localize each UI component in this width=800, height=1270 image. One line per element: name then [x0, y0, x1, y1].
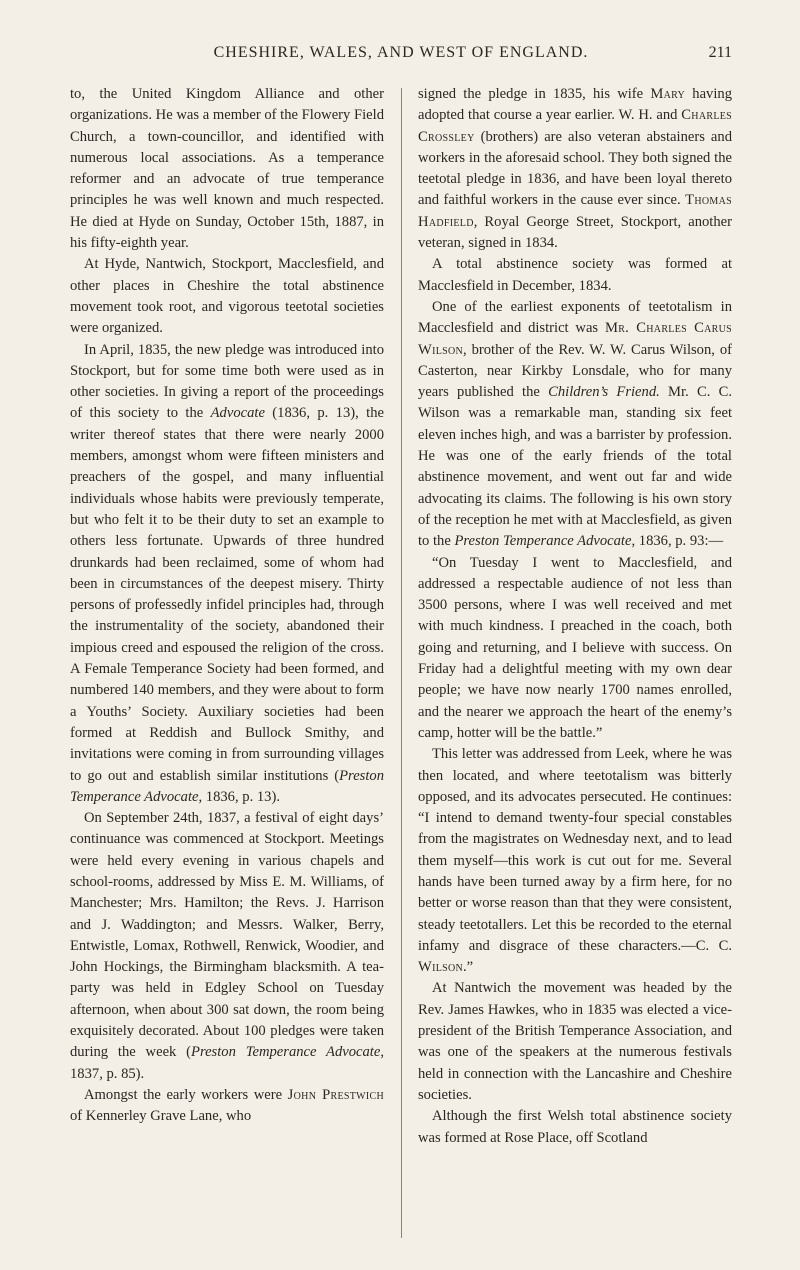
text-columns — [70, 84, 732, 1244]
paragraph: At Nantwich the movement was headed by the Rev. James Hawkes, who in 1835 was elected a vice-president of the British Temperance Association, and was one of the speakers at the numerous festivals held in connection with the Lancashire and Cheshire societies. — [418, 980, 732, 1103]
paragraph: Amongst the early workers were John Prestwich of Kennerley Grave Lane, who — [70, 1086, 384, 1125]
column-divider — [401, 88, 402, 1238]
paragraph: “On Tuesday I went to Macclesfield, and addressed a respectable audience of not less than 3500 persons, where I was well received and met with much kindness. I preached in the coach, both going and returning, and I believe with success. On Friday had a delightful meeting with my own dear people; we have now nearly 1700 names enrolled, and the nearer we approach the heart of the enemy’s camp, hotter will be the battle.” — [418, 554, 732, 741]
paragraph: This letter was addressed from Leek, where he was then located, and where teetotalism was bitterly opposed, and its advocates persecuted. He continues: “I intend to demand twenty-four special constables from the magistrates on Wednesday next, and to lead them myself—this work is cut out for me. Several hands have been turned away by a firm here, for no better or worse reason than that they were consistent, steady teetotallers. Let this be recorded to the eternal infamy and disgrace of these characters.—C. C. Wilson.” — [418, 746, 732, 976]
page-number: 211 — [708, 44, 732, 61]
paragraph: to, the United Kingdom Alliance and other organizations. He was a member of the Flowery Field Church, a town-councillor, and identified with numerous local associations. As a temperance reformer and an advocate of true temperance principles he was well known and much respected. He died at Hyde on Sunday, October 15th, 1887, in his fifty-eighth year. — [70, 86, 384, 252]
running-title: CHESHIRE, WALES, AND WEST OF ENGLAND. — [213, 44, 589, 61]
paragraph: In April, 1835, the new pledge was introduced into Stockport, but for some time both were used as in other societies. In giving a report of the proceedings of this society to the Advocate (1836, p. 13), the writer thereof states that there were nearly 2000 members, amongst whom were fifteen ministers and preachers of the gospel, and many influential individuals whose habits were previously temperate, but who felt it to be their duty to set an example to others less fortunate. Upwards of three hundred drunkards had been reclaimed, some of whom had been in circumstances of the deepest misery. Thirty persons of professedly infidel principles had, through the instrumentality of the society, abandoned their impious creed and espoused the religion of the cross. A Female Temperance Society had been formed, and numbered 140 members, and they were about to form a Youths’ Society. Auxiliary societies had been formed at Reddish and Bullock Smithy, and invitations were coming in from surrounding villages to go out and establish similar institutions (Preston Temperance Advocate, 1836, p. 13). — [70, 341, 384, 805]
paragraph: Although the first Welsh total abstinence society was formed at Rose Place, off Scotland — [418, 1108, 732, 1146]
paragraph: signed the pledge in 1835, his wife Mary having adopted that course a year earlier. W. H. and Charles Crossley (brothers) are also veteran abstainers and workers in the aforesaid school. They both signed the teetotal pledge in 1836, and have been loyal thereto and faithful workers in the cause ever since. Thomas Hadfield, Royal George Street, Stockport, another veteran, signed in 1834. — [418, 86, 732, 252]
paragraph: One of the earliest exponents of teetotalism in Macclesfield and district was Mr. Charles Carus Wilson, brother of the Rev. W. W. Carus Wilson, of Casterton, near Kirkby Lonsdale, who for many years published the Children’s Friend. Mr. C. C. Wilson was a remarkable man, standing six feet eleven inches high, and was a barrister by profession. He was one of the early friends of the total abstinence movement, and went out far and wide advocating its claims. The following is his own story of the reception he met with at Macclesfield, as given to the Preston Temperance Advocate, 1836, p. 93:— — [418, 298, 732, 550]
paragraph: A total abstinence society was formed at Macclesfield in December, 1834. — [418, 256, 732, 294]
paragraph: On September 24th, 1837, a festival of eight days’ continuance was commenced at Stockport. Meetings were held every evening in various chapels and school-rooms, addressed by Miss E. M. Williams, of Manchester; Mrs. Hamilton; the Revs. J. Harrison and J. Waddington; and Messrs. Walker, Berry, Entwistle, Lomax, Rothwell, Renwick, Woodier, and John Hockings, the Birmingham blacksmith. A tea-party was held in Edgley School on Tuesday afternoon, when about 300 sat down, the room being exquisitely decorated. About 100 pledges were taken during the week (Preston Temperance Advocate, 1837, p. 85). — [70, 810, 384, 1082]
paragraph: At Hyde, Nantwich, Stockport, Macclesfield, and other places in Cheshire the total abstinence movement took root, and vigorous teetotal societies were organized. — [70, 256, 384, 337]
left-column — [70, 84, 384, 1244]
page-header — [70, 44, 732, 68]
right-column — [418, 84, 732, 1244]
